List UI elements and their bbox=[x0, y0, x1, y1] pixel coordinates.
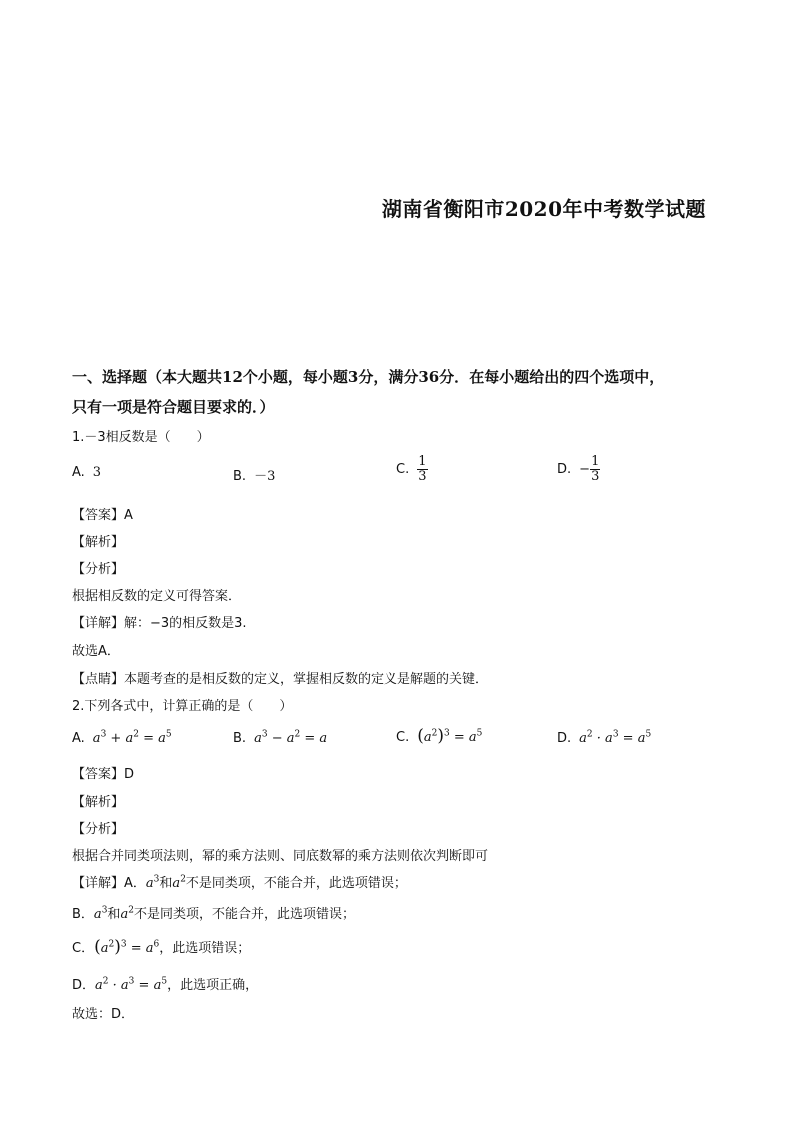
q1-option-b-value: －3 bbox=[254, 469, 276, 484]
q2-detail-c-prefix: C． bbox=[72, 941, 95, 956]
q2-detail-b-suffix: 不是同类项，不能合并，此选项错误； bbox=[133, 907, 355, 922]
q2-option-d-label: D. bbox=[557, 731, 572, 747]
q1-option-a-value: 3 bbox=[92, 465, 102, 480]
q2-option-c-formula: $(a^2)^3 = a^5$ bbox=[417, 726, 483, 746]
q2-detail-d-suffix: ，此选项正确， bbox=[167, 978, 259, 993]
q2-detail-a-suffix: 不是同类项，不能合并，此选项错误； bbox=[185, 876, 407, 891]
q1-choose: 故选A． bbox=[72, 644, 120, 659]
q1-option-b bbox=[233, 465, 275, 484]
q2-option-a-formula: $a^3 + a^2 = a^5$ bbox=[92, 730, 172, 747]
q2-answer: 【答案】D bbox=[72, 767, 135, 782]
q1-option-d bbox=[557, 455, 600, 484]
q1-fenxi: 【分析】 bbox=[72, 562, 125, 577]
q1-option-a bbox=[72, 465, 101, 480]
q2-option-d-formula: $a^2 \cdot a^3 = a^5$ bbox=[579, 730, 652, 747]
section-heading-line-2: 只有一项是符合题目要求的．） bbox=[72, 398, 275, 416]
q2-option-a bbox=[72, 730, 172, 746]
q2-detail-c-suffix: ，此选项错误； bbox=[159, 941, 251, 956]
q2-detail-b-term2: $a^2$ bbox=[120, 905, 134, 922]
q2-detail-a-prefix: 【详解】A． bbox=[72, 876, 146, 891]
q1-option-a-label: A. bbox=[72, 465, 85, 480]
q2-detail-b-prefix: B． bbox=[72, 907, 94, 922]
q1-answer: 【答案】A bbox=[72, 508, 133, 523]
section-heading bbox=[72, 362, 722, 422]
q2-detail-a bbox=[72, 872, 407, 891]
q1-option-d-fraction bbox=[590, 455, 600, 484]
q1-option-c-fraction bbox=[417, 455, 427, 484]
q2-detail-b-term1: $a^3$ bbox=[93, 905, 108, 922]
section-heading-line-1: 一、选择题（本大题共12个小题，每小题3分，满分36分．在每小题给出的四个选项中， bbox=[72, 368, 665, 386]
q2-option-b-label: B. bbox=[233, 731, 247, 747]
q2-detail-c bbox=[72, 937, 250, 957]
q1-jiexi: 【解析】 bbox=[72, 535, 125, 550]
q1-option-c-numerator: 1 bbox=[418, 454, 427, 469]
q2-fenxi-text: 根据合并同类项法则，幂的乘方法则、同底数幂的乘方法则依次判断即可 bbox=[72, 849, 489, 864]
q1-option-c-denominator: 3 bbox=[418, 469, 427, 484]
q1-option-d-sign: − bbox=[579, 462, 591, 477]
q1-option-c bbox=[396, 455, 428, 484]
q1-comment: 【点睛】本题考查的是相反数的定义，掌握相反数的定义是解题的关键． bbox=[72, 672, 489, 687]
q2-option-b-formula: $a^3 - a^2 = a$ bbox=[254, 730, 328, 747]
page-title: 湖南省衡阳市2020年中考数学试题 bbox=[381, 197, 706, 221]
q1-fenxi-text: 根据相反数的定义可得答案． bbox=[72, 589, 242, 604]
q2-detail-d-prefix: D． bbox=[72, 978, 96, 993]
q2-option-c-label: C. bbox=[396, 730, 410, 745]
q2-option-b bbox=[233, 730, 327, 746]
q2-jiexi: 【解析】 bbox=[72, 795, 125, 810]
q2-choose: 故选：D． bbox=[72, 1007, 135, 1022]
q2-option-d bbox=[557, 730, 651, 746]
q2-detail-a-term1: $a^3$ bbox=[145, 874, 160, 891]
q2-detail-a-term2: $a^2$ bbox=[172, 874, 186, 891]
q1-option-d-label: D. bbox=[557, 462, 572, 477]
q1-option-b-label: B. bbox=[233, 469, 247, 484]
q2-fenxi: 【分析】 bbox=[72, 822, 125, 837]
q2-detail-d bbox=[72, 974, 258, 993]
q1-stem: 1.－3相反数是（ ） bbox=[72, 430, 210, 445]
q1-option-c-label: C. bbox=[396, 462, 410, 477]
q2-detail-b-and: 和 bbox=[107, 907, 121, 922]
q2-option-a-label: A. bbox=[72, 731, 85, 747]
q2-detail-b bbox=[72, 903, 355, 922]
q1-option-d-denominator: 3 bbox=[591, 469, 600, 484]
q2-stem: 2.下列各式中，计算正确的是（ ） bbox=[72, 699, 293, 714]
q2-detail-a-and: 和 bbox=[159, 876, 173, 891]
q2-option-c bbox=[396, 726, 482, 746]
q2-detail-d-formula: $a^2 \cdot a^3 = a^5$ bbox=[95, 976, 168, 993]
q2-detail-c-formula: $(a^2)^3 = a^6$ bbox=[94, 937, 160, 957]
q1-option-d-numerator: 1 bbox=[591, 454, 600, 469]
q1-detail: 【详解】解：−3的相反数是3. bbox=[72, 616, 247, 631]
